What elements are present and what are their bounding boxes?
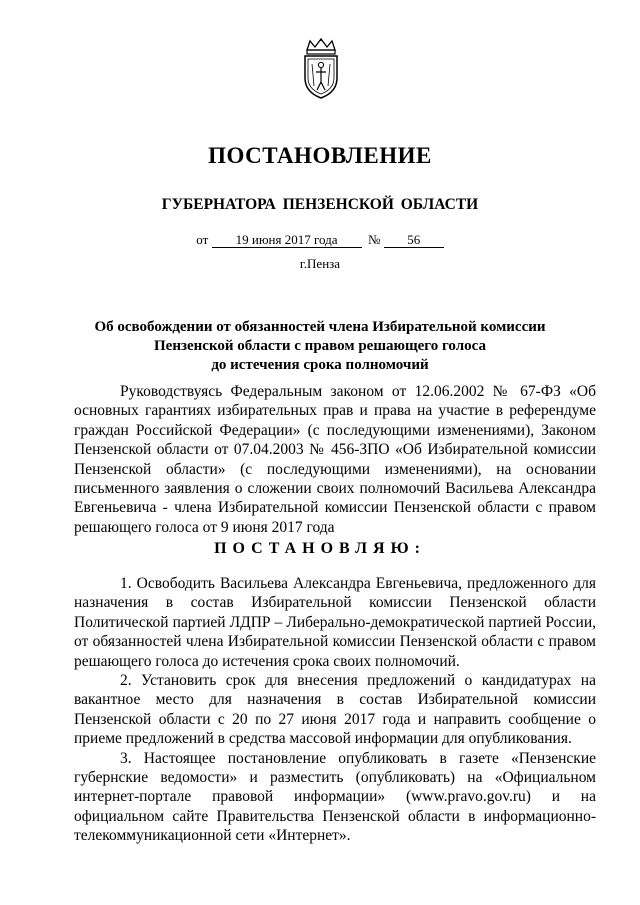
document-heading — [70, 318, 570, 375]
decree-item: 3. Настоящее постановление опубликовать в газете «Пензенские губернские ведомости» и разместить (опубликовать) на «Официальном интернет-портале правовой информации» (www.pravo.gov.ru) и на официальном сайте Правительства Пензенской области в информационно-телекоммуникационной сети «Интернет». — [74, 749, 596, 845]
date-prefix: от — [196, 232, 209, 247]
heading-line: до истечения срока полномочий — [211, 357, 429, 373]
number-field: 56 — [384, 233, 444, 248]
city-label: г.Пенза — [299, 256, 341, 271]
date-number-line — [0, 232, 640, 248]
heading-line: Об освобождении от обязанностей члена Избирательной комиссии — [94, 319, 546, 335]
preamble-block — [74, 382, 596, 537]
decree-word: ПОСТАНОВЛЯЮ: — [214, 540, 426, 557]
preamble-paragraph: Руководствуясь Федеральным законом от 12.06.2002 № 67-ФЗ «Об основных гарантиях избирательных прав и права на участие в референдуме граждан Российской Федерации» (с последующими изменениями), Законом Пензенской области от 07.04.2003 № 456-ЗПО «Об Избирательной комиссии Пензенской области» (с последующими изменениями), на основании письменного заявления о сложении своих полномочий Васильева Александра Евгеньевича - члена Избирательной комиссии Пензенской области с правом решающего голоса от 9 июня 2017 года — [74, 383, 596, 536]
date-field: 19 июня 2017 года — [212, 233, 362, 248]
decree-item: 1. Освободить Васильева Александра Евгеньевича, предложенного для назначения в состав Избирательной комиссии Пензенской области Политической партией ЛДПР – Либерально-демократической партией России, от обязанностей члена Избирательной комиссии Пензенской области с правом решающего голоса до истечения срока своих полномочий. — [74, 575, 596, 670]
issuer-line: ГУБЕРНАТОРА ПЕНЗЕНСКОЙ ОБЛАСТИ — [161, 196, 479, 213]
heading-line: Пензенской области с правом решающего голоса — [154, 338, 486, 354]
decree-items — [74, 574, 596, 846]
coat-of-arms-icon — [298, 38, 344, 100]
decree-item: 2. Установить срок для внесения предложений о кандидатурах на вакантное место для назначения в состав Избирательной комиссии Пензенской области с 20 по 27 июня 2017 года и направить сообщение о приеме предложений в средства массовой информации для опубликования. — [74, 672, 596, 748]
document-title: ПОСТАНОВЛЕНИЕ — [208, 143, 432, 168]
number-prefix: № — [368, 232, 381, 247]
